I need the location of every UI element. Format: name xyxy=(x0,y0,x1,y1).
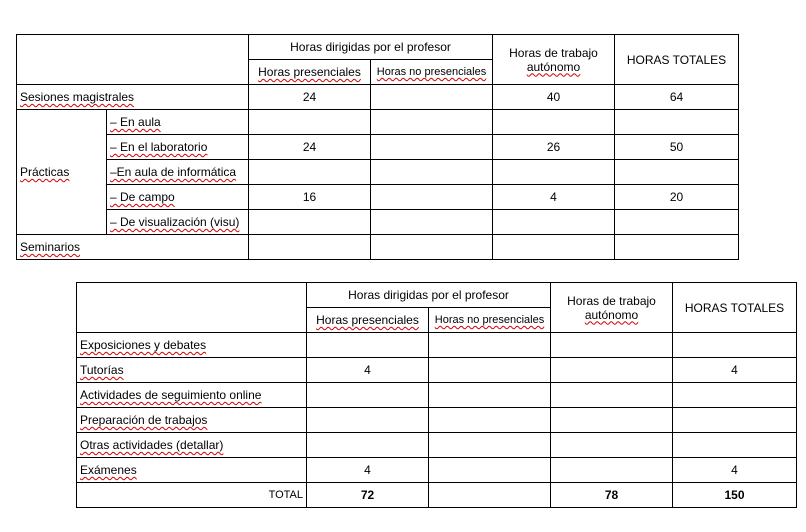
row-label xyxy=(77,358,307,383)
row-label-text: –En aula de informática xyxy=(110,165,237,179)
corner-cell xyxy=(77,283,307,333)
cell-no-presenciales xyxy=(429,433,551,458)
row-label-text: Exámenes xyxy=(80,463,137,477)
header-autonomo xyxy=(493,35,615,85)
cell-presenciales xyxy=(249,110,371,135)
cell-no-presenciales xyxy=(429,358,551,383)
cell-presenciales xyxy=(249,235,371,260)
cell-presenciales xyxy=(307,433,429,458)
cell-autonomo: 40 xyxy=(493,85,615,110)
row-label xyxy=(77,433,307,458)
header-presenciales-text: Horas presenciales xyxy=(316,313,419,327)
row-label-text: – De campo xyxy=(110,190,175,204)
table-row xyxy=(17,85,739,110)
table-row xyxy=(17,235,739,260)
header-no-presenciales-text: Horas no presenciales xyxy=(434,314,545,326)
table-row xyxy=(77,383,797,408)
cell-presenciales: 16 xyxy=(249,185,371,210)
header-no-presenciales-text: Horas no presenciales xyxy=(376,66,487,78)
cell-no-presenciales xyxy=(429,458,551,483)
header-autonomo xyxy=(551,283,673,333)
row-label-text: – De visualización (visu) xyxy=(110,215,240,229)
cell-autonomo xyxy=(493,235,615,260)
row-label xyxy=(77,383,307,408)
header-totales: HORAS TOTALES xyxy=(615,35,739,85)
header-totales: HORAS TOTALES xyxy=(673,283,797,333)
cell-autonomo xyxy=(551,433,673,458)
header-no-presenciales xyxy=(429,308,551,333)
cell-no-presenciales xyxy=(429,383,551,408)
cell-totales: 20 xyxy=(615,185,739,210)
table-row xyxy=(77,458,797,483)
row-label xyxy=(77,408,307,433)
cell-autonomo xyxy=(551,358,673,383)
cell-presenciales: 24 xyxy=(249,135,371,160)
cell-autonomo xyxy=(493,210,615,235)
cell-no-presenciales xyxy=(371,85,493,110)
total-totales: 150 xyxy=(673,483,797,508)
table-row xyxy=(17,160,739,185)
row-label xyxy=(107,210,249,235)
total-no-presenciales xyxy=(429,483,551,508)
total-presenciales: 72 xyxy=(307,483,429,508)
cell-totales: 50 xyxy=(615,135,739,160)
header-no-presenciales xyxy=(371,60,493,85)
cell-no-presenciales xyxy=(371,160,493,185)
row-label xyxy=(107,110,249,135)
cell-totales xyxy=(615,110,739,135)
cell-autonomo: 26 xyxy=(493,135,615,160)
table-row xyxy=(77,333,797,358)
cell-no-presenciales xyxy=(371,235,493,260)
cell-presenciales: 4 xyxy=(307,458,429,483)
table-row xyxy=(17,135,739,160)
cell-presenciales xyxy=(307,383,429,408)
cell-autonomo xyxy=(551,333,673,358)
table-row xyxy=(17,185,739,210)
row-label xyxy=(77,458,307,483)
row-label xyxy=(17,85,249,110)
row-label xyxy=(107,185,249,210)
cell-autonomo xyxy=(551,408,673,433)
cell-totales xyxy=(615,235,739,260)
cell-totales xyxy=(673,383,797,408)
row-label-text: Tutorías xyxy=(80,363,124,377)
cell-presenciales xyxy=(249,210,371,235)
total-row xyxy=(77,483,797,508)
row-label-text: Preparación de trabajos xyxy=(80,413,208,427)
hours-table-2 xyxy=(76,282,797,508)
total-autonomo: 78 xyxy=(551,483,673,508)
table-row xyxy=(77,433,797,458)
practicas-label-text: Prácticas xyxy=(20,165,70,179)
cell-presenciales xyxy=(307,408,429,433)
row-label xyxy=(77,333,307,358)
cell-totales xyxy=(615,210,739,235)
cell-no-presenciales xyxy=(371,135,493,160)
header-presenciales-text: Horas presenciales xyxy=(258,65,361,79)
cell-presenciales xyxy=(307,333,429,358)
table-row xyxy=(17,210,739,235)
header-directed: Horas dirigidas por el profesor xyxy=(307,283,551,308)
table-row xyxy=(77,408,797,433)
header-autonomo-line1: Horas de trabajo xyxy=(567,293,656,308)
row-label xyxy=(107,160,249,185)
header-directed: Horas dirigidas por el profesor xyxy=(249,35,493,60)
cell-totales xyxy=(673,408,797,433)
cell-autonomo: 4 xyxy=(493,185,615,210)
cell-presenciales: 4 xyxy=(307,358,429,383)
cell-autonomo xyxy=(493,160,615,185)
cell-no-presenciales xyxy=(371,185,493,210)
cell-autonomo xyxy=(493,110,615,135)
row-label-text: – En el laboratorio xyxy=(110,140,208,154)
corner-cell xyxy=(17,35,249,85)
cell-no-presenciales xyxy=(429,408,551,433)
cell-no-presenciales xyxy=(371,110,493,135)
cell-totales xyxy=(673,433,797,458)
table-row xyxy=(17,110,739,135)
cell-totales xyxy=(673,333,797,358)
cell-no-presenciales xyxy=(371,210,493,235)
table-row xyxy=(77,358,797,383)
row-label xyxy=(107,135,249,160)
row-label-text: Actividades de seguimiento online xyxy=(80,388,262,402)
row-label-text: Exposiciones y debates xyxy=(80,338,207,352)
row-label-text: Otras actividades (detallar) xyxy=(80,438,224,452)
practicas-label xyxy=(17,110,107,235)
header-presenciales xyxy=(249,60,371,85)
row-label-text: Seminarios xyxy=(20,240,81,254)
cell-totales xyxy=(615,160,739,185)
row-label xyxy=(17,235,249,260)
cell-totales: 64 xyxy=(615,85,739,110)
row-label-text: Sesiones magistrales xyxy=(20,90,135,104)
cell-totales: 4 xyxy=(673,358,797,383)
hours-table-1 xyxy=(16,34,739,260)
cell-totales: 4 xyxy=(673,458,797,483)
header-autonomo-line1: Horas de trabajo xyxy=(509,45,598,60)
row-label-text: – En aula xyxy=(110,115,161,129)
cell-no-presenciales xyxy=(429,333,551,358)
cell-presenciales: 24 xyxy=(249,85,371,110)
cell-presenciales xyxy=(249,160,371,185)
cell-autonomo xyxy=(551,458,673,483)
header-autonomo-line2: autónomo xyxy=(526,59,581,74)
header-presenciales xyxy=(307,308,429,333)
total-label: TOTAL xyxy=(77,483,307,508)
header-autonomo-line2: autónomo xyxy=(584,307,639,322)
cell-autonomo xyxy=(551,383,673,408)
